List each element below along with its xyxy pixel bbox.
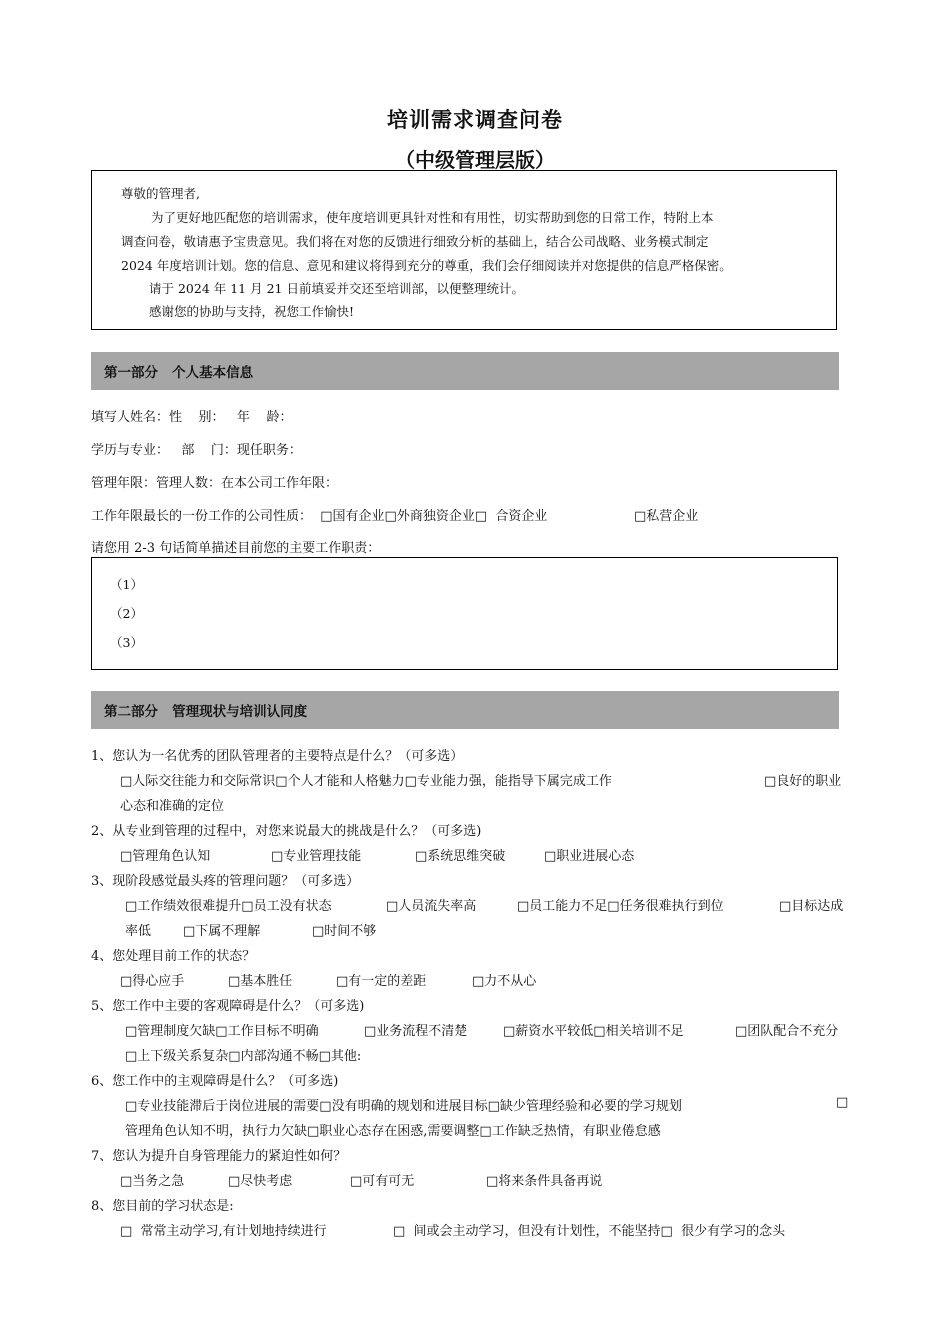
intro-box [91, 170, 837, 330]
company-type-private-option[interactable]: □私营企业 [634, 509, 699, 524]
question-3-options[interactable]: □员工能力不足□任务很难执行到位 [517, 899, 724, 914]
question-4-option[interactable]: □得心应手 [120, 974, 185, 989]
question-1: 1、您认为一名优秀的团队管理者的主要特点是什么？（可多选） [91, 749, 464, 764]
section-title: 第二部分 管理现状与培训认同度 [104, 704, 308, 720]
duties-answer-box[interactable] [91, 557, 838, 670]
question-7-option[interactable]: □当务之急 [120, 1174, 185, 1189]
question-8: 8、您目前的学习状态是: [91, 1199, 234, 1214]
question-1-option-attitude[interactable]: □良好的职业 [764, 774, 842, 789]
question-7-option[interactable]: □尽快考虑 [228, 1174, 293, 1189]
company-type-options[interactable]: 工作年限最长的一份工作的公司性质： □国有企业□外商独资企业□ 合资企业 [91, 509, 548, 524]
duties-prompt: 请您用 2-3 句话简单描述目前您的主要工作职责： [91, 541, 381, 556]
question-3-option[interactable]: □人员流失率高 [386, 899, 477, 914]
question-5-options[interactable]: □上下级关系复杂□内部沟通不畅□其他: [125, 1049, 362, 1064]
question-5-option[interactable]: □业务流程不清楚 [364, 1024, 468, 1039]
field-row-name-gender-age: 填写人姓名：性 别： 年 龄： [91, 410, 293, 425]
question-4-option[interactable]: □有一定的差距 [336, 974, 427, 989]
question-5: 5、您工作中主要的客观障碍是什么？（可多选) [91, 999, 365, 1014]
question-8-option[interactable]: □ 常常主动学习,有计划地持续进行 [120, 1224, 327, 1239]
question-3-option[interactable]: □下属不理解 [183, 924, 261, 939]
question-3-option[interactable]: □时间不够 [312, 924, 377, 939]
question-3-options[interactable]: □工作绩效很难提升□员工没有状态 [125, 899, 332, 914]
question-4-option[interactable]: □基本胜任 [228, 974, 293, 989]
question-6-options[interactable]: □专业技能滞后于岗位进展的需要□没有明确的规划和进展目标□缺少管理经验和必要的学习规划 [125, 1099, 682, 1114]
question-7-option[interactable]: □可有可无 [350, 1174, 415, 1189]
duty-item: （2） [110, 606, 143, 621]
intro-thanks: 感谢您的协助与支持，祝您工作愉快! [149, 304, 355, 319]
question-6: 6、您工作中的主观障碍是什么？（可多选) [91, 1074, 339, 1089]
question-4: 4、您处理目前工作的状态？ [91, 949, 256, 964]
question-5-options[interactable]: □薪资水平较低□相关培训不足 [503, 1024, 684, 1039]
section-header-management-status [91, 691, 839, 729]
question-1-options[interactable]: □人际交往能力和交际常识□个人才能和人格魅力□专业能力强，能指导下属完成工作 [120, 774, 612, 789]
question-2-option[interactable]: □系统思维突破 [415, 849, 506, 864]
intro-paragraph-line: 调查问卷，敬请惠予宝贵意见。我们将在对您的反馈进行细致分析的基础上，结合公司战略、业务模式制定 [121, 234, 709, 249]
question-5-option[interactable]: □团队配合不充分 [735, 1024, 839, 1039]
intro-deadline: 请于 2024 年 11 月 21 日前填妥并交还至培训部，以便整理统计。 [149, 281, 524, 296]
question-6-options[interactable]: 管理角色认知不明，执行力欠缺□职业心态存在困惑,需要调整□工作缺乏热情，有职业倦怠感 [125, 1124, 661, 1139]
question-1-option-continued: 心态和准确的定位 [120, 799, 225, 814]
duty-item: （3） [110, 635, 143, 650]
question-2: 2、从专业到管理的过程中，对您来说最大的挑战是什么？（可多选) [91, 824, 482, 839]
question-3: 3、现阶段感觉最头疼的管理问题？（可多选） [91, 874, 360, 889]
intro-paragraph-line: 为了更好地匹配您的培训需求，使年度培训更具针对性和有用性，切实帮助到您的日常工作，特附上本 [151, 210, 714, 225]
question-5-options[interactable]: □管理制度欠缺□工作目标不明确 [125, 1024, 319, 1039]
document-title: 培训需求调查问卷 [387, 108, 563, 132]
question-8-options[interactable]: □ 间或会主动学习，但没有计划性，不能坚持□ 很少有学习的念头 [393, 1224, 786, 1239]
section-title: 第一部分 个人基本信息 [104, 365, 254, 381]
question-7: 7、您认为提升自身管理能力的紧迫性如何？ [91, 1149, 347, 1164]
question-2-option[interactable]: □职业进展心态 [544, 849, 635, 864]
field-row-education-department-position: 学历与专业： 部 门：现任职务： [91, 443, 302, 458]
question-2-option[interactable]: □专业管理技能 [271, 849, 362, 864]
question-3-option-continued: 率低 [125, 924, 152, 939]
question-2-option[interactable]: □管理角色认知 [120, 849, 211, 864]
question-3-option[interactable]: □目标达成 [779, 899, 844, 914]
question-7-option[interactable]: □将来条件具备再说 [486, 1174, 603, 1189]
question-6-option[interactable]: □ [836, 1095, 849, 1110]
document-subtitle: （中级管理层版） [395, 148, 555, 172]
section-header-personal-info [91, 352, 839, 390]
field-row-management-years: 管理年限：管理人数：在本公司工作年限： [91, 476, 339, 491]
intro-greeting: 尊敬的管理者, [121, 186, 200, 201]
question-4-option[interactable]: □力不从心 [472, 974, 537, 989]
intro-paragraph-line: 2024 年度培训计划。您的信息、意见和建议将得到充分的尊重，我们会仔细阅读并对您提供的信息严格保密。 [121, 258, 732, 273]
duty-item: （1） [110, 577, 143, 592]
